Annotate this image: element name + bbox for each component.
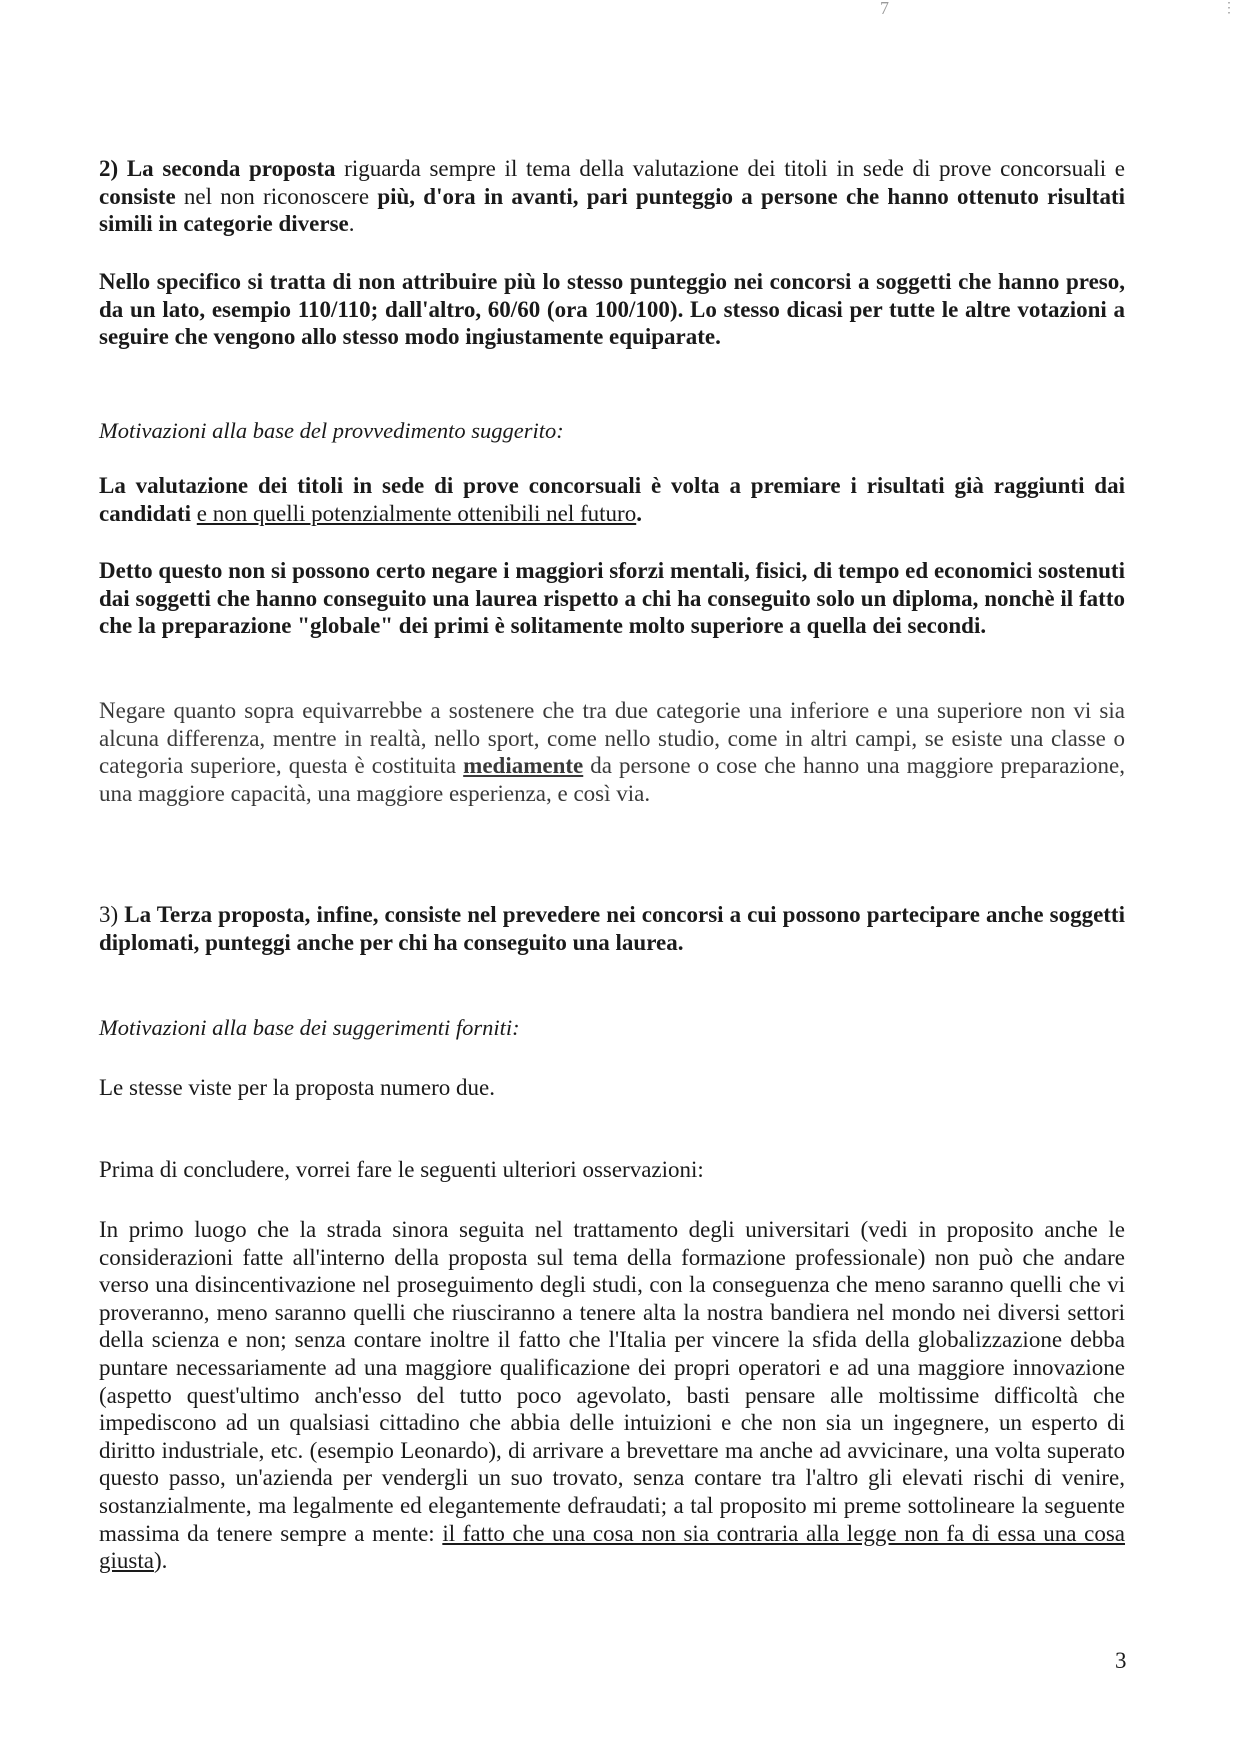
scan-mark-right: ⋮ xyxy=(1222,1,1234,16)
conclusion-paragraph-end: ). xyxy=(153,1548,168,1574)
proposal-2-title: La seconda proposta xyxy=(126,156,336,181)
proposal-2-text-1: riguarda sempre il tema della valutazione dei titoli in sede di prove concorsuali e xyxy=(335,156,1125,181)
proposal-2-intro xyxy=(99,155,1125,238)
motivazioni-1-para-1-end: . xyxy=(636,500,642,526)
motivazioni-1-para-3-end: da persone o cose che hanno una maggiore preparazione, una maggiore capacità, una maggiore esperienza, e così via. xyxy=(99,753,1126,806)
proposal-2-consiste: consiste xyxy=(99,183,176,209)
motivazioni-1-para-2: Detto questo non si possono certo negare i maggiori sforzi mentali, fisici, di tempo ed economici sostenuti dai soggetti che hanno conseguito una laurea rispetto a chi ha conseguito solo un diploma, nonchè il fatto che la preparazione "globale" dei primi è solitamente molto superiore a quella dei secondi. xyxy=(99,558,1125,639)
conclusion-paragraph-text: In primo luogo che la strada sinora seguita nel trattamento degli universitari (vedi in proposito anche le considerazioni fatte all'interno della proposta sul tema della formazione professionale) non può che andare verso una disincentivazione nel proseguimento degli studi, con la conseguenza che meno saranno quelli che vi proveranno, meno saranno quelli che riusciranno a tenere alta la nostra bandiera nel mondo nei diversi settori della scienza e non; senza contare inoltre il fatto che l'Italia per vincere la sfida della globalizzazione debba puntare necessariamente ad una maggiore qualificazione dei propri operatori e ad una maggiore innovazione (aspetto quest'ultimo anch'esso del tutto poco agevolato, basti pensare alle moltissime difficoltà che impediscono ad un qualsiasi cittadino che abbia delle intuizioni e che non sia un ingegnere, un esperto di diritto industriale, etc. (esempio Leonardo), di arrivare a brevettare ma anche ad avvicinare, una volta superato questo passo, un'azienda per vendergli un suo trovato, senza contare tra l'altro gli elevati rischi di venire, sostanzialmente, ma legalmente ed elegantemente defraudati; a tal proposito mi preme sottolineare la seguente massima da tenere sempre a mente: xyxy=(99,1217,1125,1546)
page-number: 3 xyxy=(1115,1648,1127,1673)
motivazioni-1-para-3-text: Negare quanto sopra equivarrebbe a sostenere che tra due categorie una inferiore e una superiore non vi sia alcuna differenza, mentre in realtà, nello sport, come nello studio, come in altri campi, se esiste una classe o categoria superiore, questa è costituita xyxy=(99,698,1125,779)
proposal-2-end: . xyxy=(348,211,355,237)
proposal-2-detail: Nello specifico si tratta di non attribuire più lo stesso punteggio nei concorsi a soggetti che hanno preso, da un lato, esempio 110/110; dall'altro, 60/60 (ora 100/100). Lo stesso dicasi per tutte le altre votazioni a seguire che vengono allo stesso modo ingiustamente equiparate. xyxy=(99,269,1125,350)
motivazioni-1-para-3-underline: mediamente xyxy=(463,753,584,779)
proposal-2-number: 2) xyxy=(99,156,127,181)
proposal-3 xyxy=(99,901,1125,956)
motivazioni-1-para-1 xyxy=(99,472,1125,527)
motivazioni-1-para-1-underline: e non quelli potenzialmente ottenibili nel futuro xyxy=(196,500,637,526)
scan-mark-top: 7 xyxy=(880,0,889,18)
motivazioni-1-para-1-text: La valutazione dei titoli in sede di prove concorsuali è volta a premiare i risultati già raggiunti dai candidati xyxy=(99,473,1125,526)
motivazioni-2-text: Le stesse viste per la proposta numero due. xyxy=(99,1075,495,1100)
proposal-3-number: 3) xyxy=(99,902,125,927)
conclusion-paragraph xyxy=(99,1216,1125,1575)
motivazioni-heading-1: Motivazioni alla base del provvedimento suggerito: xyxy=(99,418,564,443)
conclusion-maxim-underline: il fatto che una cosa non sia contraria alla legge non fa di essa una cosa giusta xyxy=(99,1520,1125,1574)
motivazioni-heading-2: Motivazioni alla base dei suggerimenti forniti: xyxy=(99,1015,520,1040)
proposal-2-text-2: nel non riconoscere xyxy=(175,183,378,209)
proposal-2-key-point: più, d'ora in avanti, pari punteggio a persone che hanno ottenuto risultati simili in categorie diverse xyxy=(99,183,1126,237)
motivazioni-1-para-3 xyxy=(99,697,1125,807)
conclusion-intro: Prima di concludere, vorrei fare le seguenti ulteriori osservazioni: xyxy=(99,1157,704,1182)
proposal-3-text: La Terza proposta, infine, consiste nel prevedere nei concorsi a cui possono partecipare anche soggetti diplomati, punteggi anche per chi ha conseguito una laurea. xyxy=(99,902,1125,955)
